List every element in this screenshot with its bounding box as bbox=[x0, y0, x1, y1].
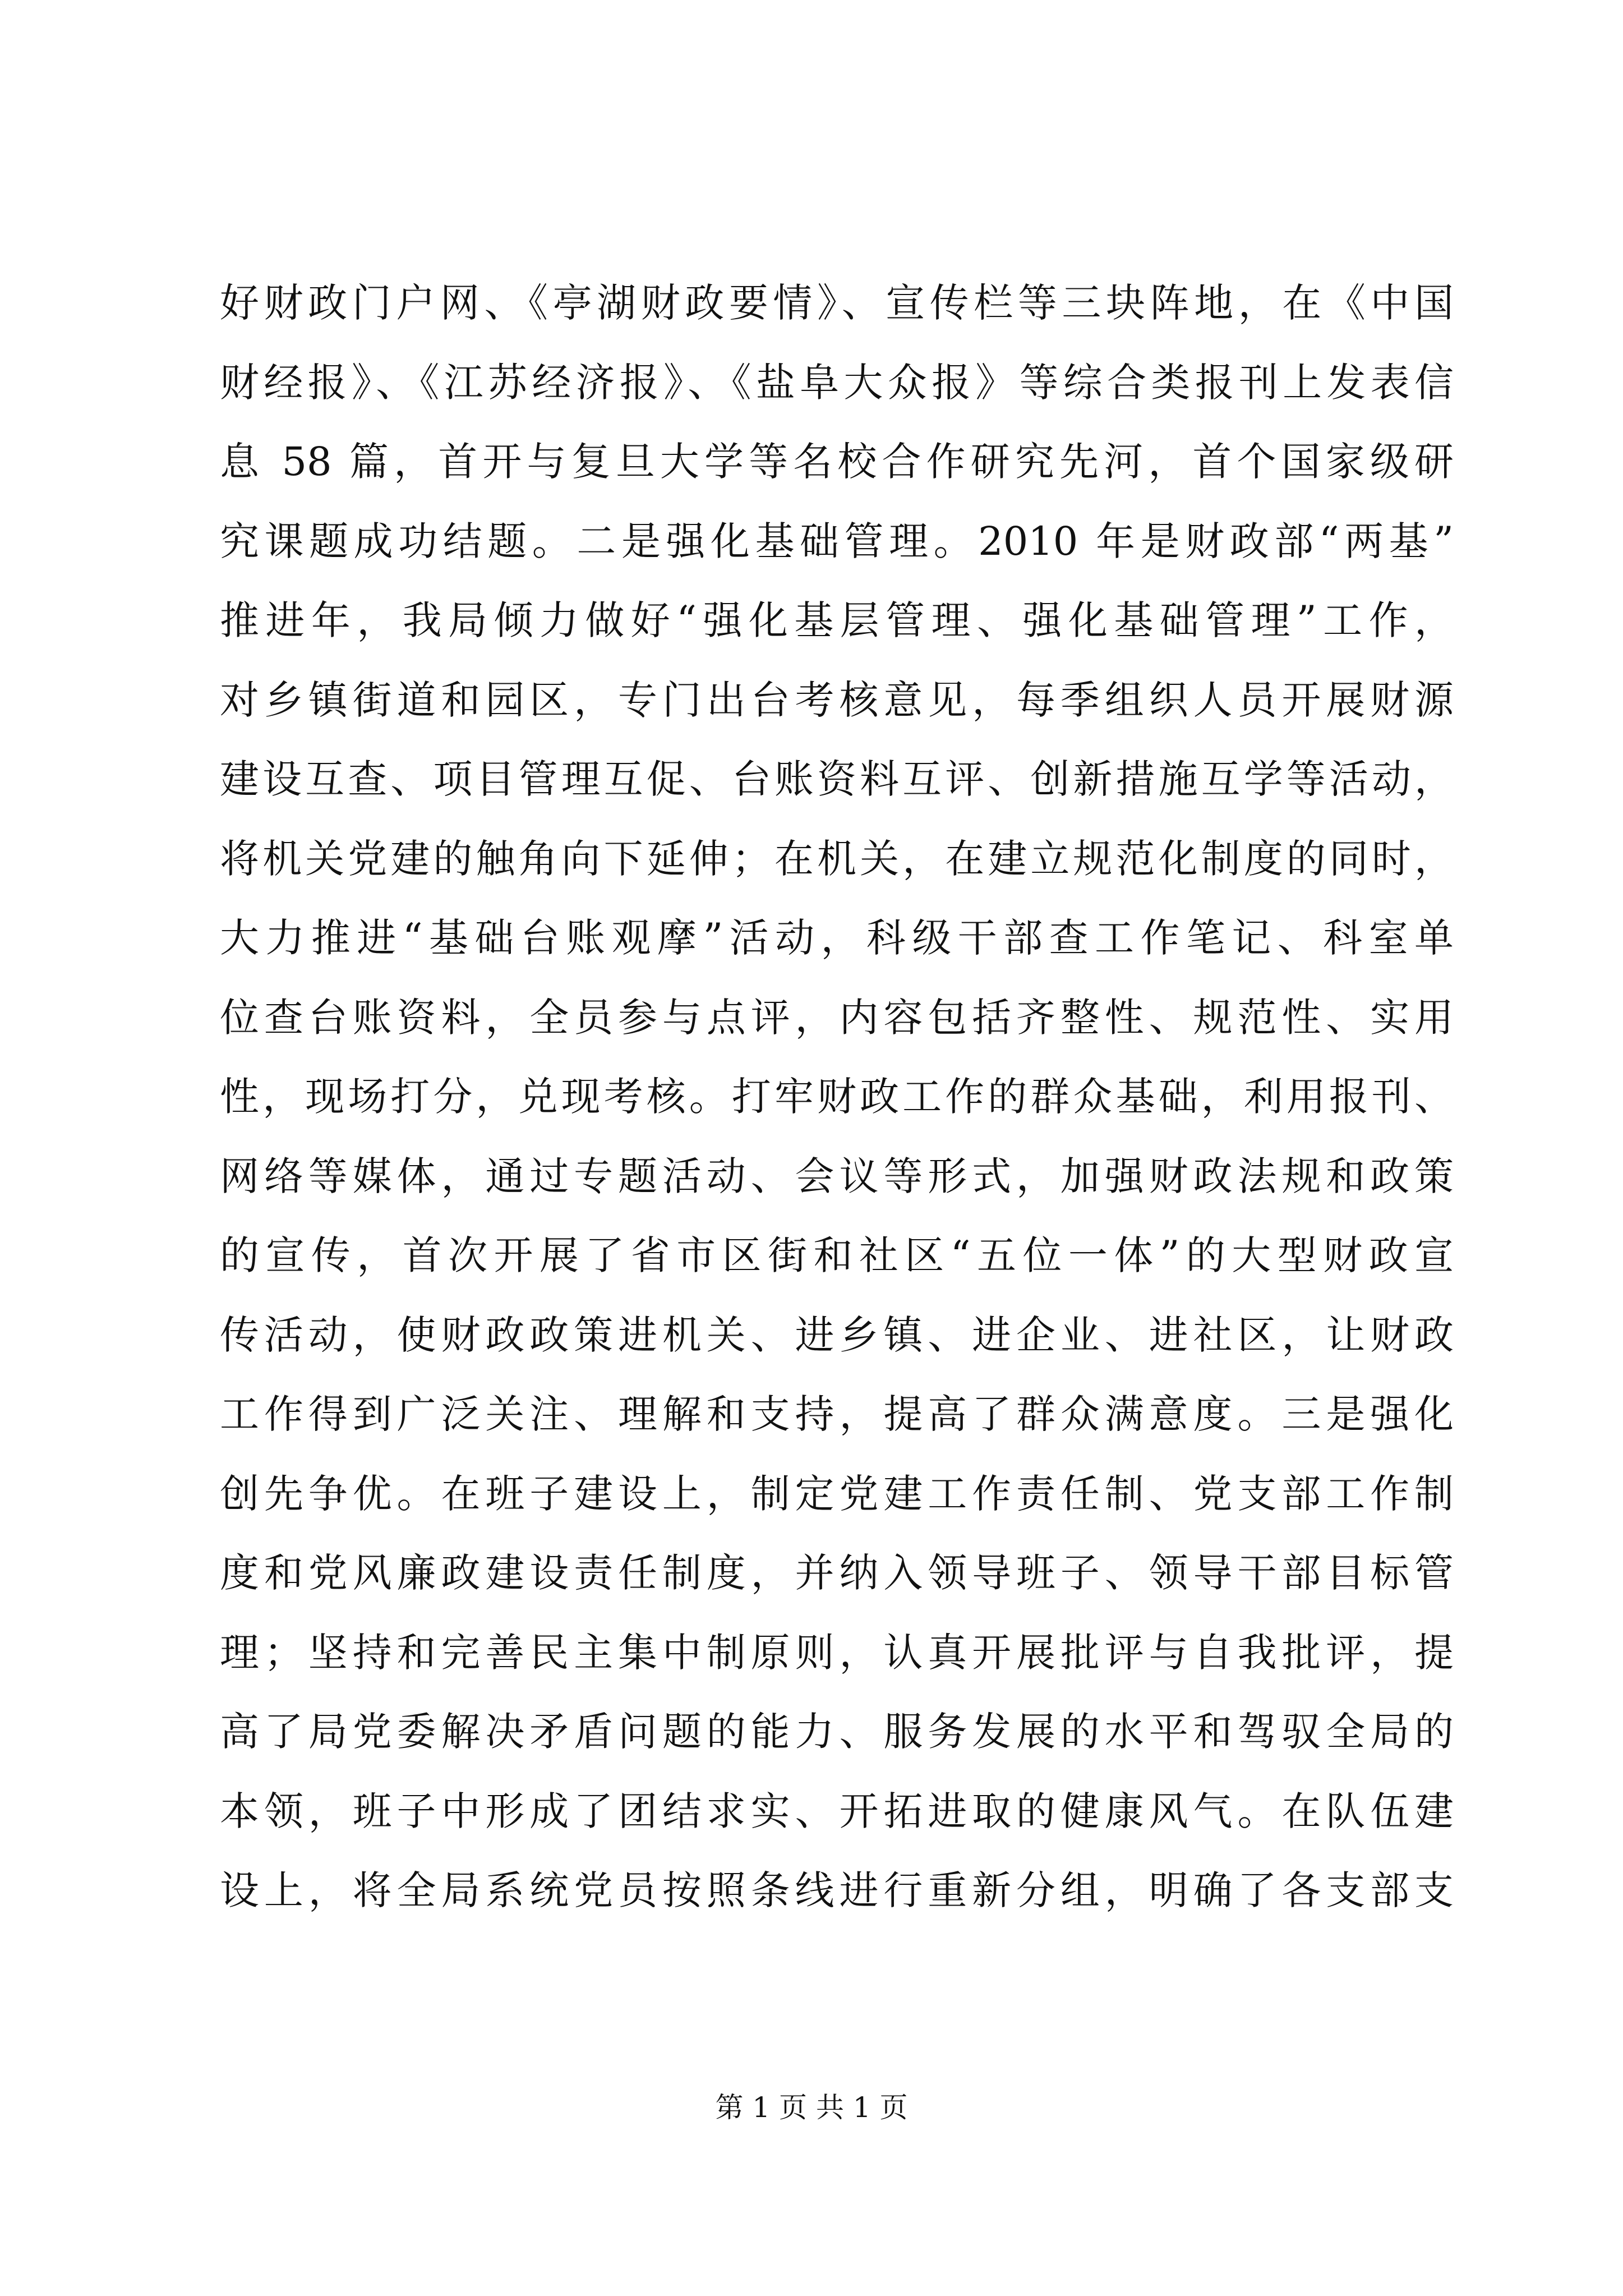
body-text bbox=[220, 264, 1454, 1931]
text-line: 大力推进“基础台账观摩”活动，科级干部查工作笔记、科室单 bbox=[220, 915, 1454, 961]
text-line: 好财政门户网、《亭湖财政要情》、宣传栏等三块阵地，在《中国 bbox=[220, 280, 1454, 326]
text-line: 对乡镇街道和园区，专门出台考核意见，每季组织人员开展财源 bbox=[220, 677, 1454, 723]
text-line: 本领，班子中形成了团结求实、开拓进取的健康风气。在队伍建 bbox=[220, 1788, 1454, 1834]
text-line: 设上，将全局系统党员按照条线进行重新分组，明确了各支部支 bbox=[220, 1867, 1454, 1913]
text-line: 理；坚持和完善民主集中制原则，认真开展批评与自我批评，提 bbox=[220, 1629, 1454, 1676]
text-line: 建设互查、项目管理互促、台账资料互评、创新措施互学等活动， bbox=[220, 756, 1454, 802]
text-line: 性，现场打分，兑现考核。打牢财政工作的群众基础，利用报刊、 bbox=[220, 1074, 1454, 1120]
page-footer bbox=[0, 2088, 1623, 2127]
text-line: 推进年，我局倾力做好“强化基层管理、强化基础管理”工作， bbox=[220, 597, 1454, 643]
text-line: 网络等媒体，通过专题活动、会议等形式，加强财政法规和政策 bbox=[220, 1153, 1454, 1199]
page-number-label: 第 1 页 共 1 页 bbox=[715, 2091, 908, 2124]
text-line: 创先争优。在班子建设上，制定党建工作责任制、党支部工作制 bbox=[220, 1470, 1454, 1517]
text-line: 高了局党委解决矛盾问题的能力、服务发展的水平和驾驭全局的 bbox=[220, 1709, 1454, 1755]
text-line: 工作得到广泛关注、理解和支持，提高了群众满意度。三是强化 bbox=[220, 1391, 1454, 1437]
text-line: 的宣传，首次开展了省市区街和社区“五位一体”的大型财政宣 bbox=[220, 1232, 1454, 1278]
text-line: 度和党风廉政建设责任制度，并纳入领导班子、领导干部目标管 bbox=[220, 1550, 1454, 1596]
text-line: 究课题成功结题。二是强化基础管理。2010 年是财政部“两基” bbox=[220, 518, 1454, 564]
text-line: 息 58 篇，首开与复旦大学等名校合作研究先河，首个国家级研 bbox=[220, 439, 1454, 485]
text-line: 财经报》、《江苏经济报》、《盐阜大众报》等综合类报刊上发表信 bbox=[220, 359, 1454, 406]
text-line: 将机关党建的触角向下延伸；在机关，在建立规范化制度的同时， bbox=[220, 835, 1454, 882]
text-line: 传活动，使财政政策进机关、进乡镇、进企业、进社区，让财政 bbox=[220, 1312, 1454, 1358]
text-line: 位查台账资料，全员参与点评，内容包括齐整性、规范性、实用 bbox=[220, 994, 1454, 1041]
